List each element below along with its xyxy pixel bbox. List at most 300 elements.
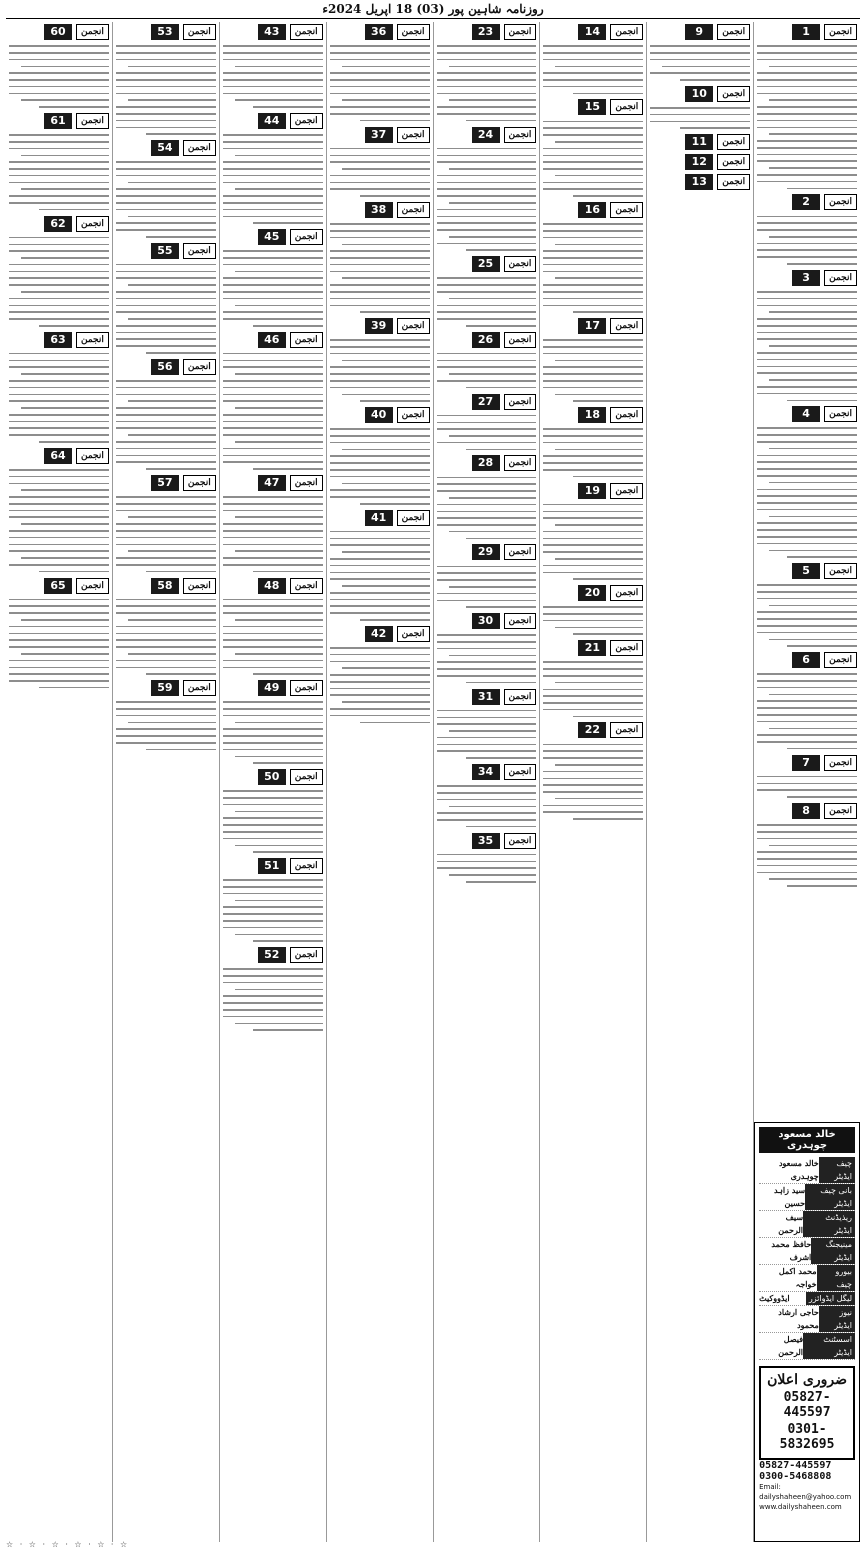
impressum-role: چیف ایڈیٹر — [819, 1157, 855, 1183]
text-line — [360, 120, 430, 122]
notice-item — [330, 24, 430, 121]
text-line — [650, 52, 750, 54]
text-line — [235, 811, 323, 813]
impressum-role: لیگل ایڈوائزر — [806, 1292, 855, 1305]
notice-number: 21 — [578, 640, 606, 656]
text-line — [437, 723, 537, 725]
text-line — [757, 352, 857, 354]
text-line — [555, 449, 643, 451]
notice-tag: انجمن — [824, 24, 857, 40]
text-line — [437, 717, 537, 719]
text-line — [223, 59, 323, 61]
text-line — [787, 748, 857, 750]
notice-body — [223, 790, 323, 853]
text-line — [116, 175, 216, 177]
text-line — [757, 59, 857, 61]
text-line — [9, 387, 109, 389]
text-line — [757, 427, 857, 429]
notice-number: 46 — [258, 332, 286, 348]
text-line — [116, 421, 216, 423]
text-line — [360, 722, 430, 724]
notice-item — [330, 626, 430, 723]
text-line — [769, 605, 857, 607]
text-line — [330, 188, 430, 190]
text-line — [116, 633, 216, 635]
notice-tag: انجمن — [824, 270, 857, 286]
text-line — [437, 483, 537, 485]
text-line — [223, 906, 323, 908]
footer-phone[interactable]: 0300-5468808 — [759, 1471, 832, 1482]
text-line — [223, 633, 323, 635]
text-line — [437, 792, 537, 794]
notice-item — [543, 483, 643, 580]
notice-tag: انجمن — [76, 332, 109, 348]
notice-tag: انجمن — [397, 626, 430, 642]
text-line — [223, 817, 323, 819]
notice-tag: انجمن — [290, 947, 323, 963]
text-line — [223, 886, 323, 888]
notice-body — [223, 968, 323, 1031]
page-masthead: روزنامہ شاہین پور (03) 18 اپریل 2024ء — [322, 2, 544, 16]
text-line — [330, 373, 430, 375]
notice-number: 56 — [151, 359, 179, 375]
text-line — [21, 653, 109, 655]
footer-phone[interactable]: 05827-445597 — [759, 1460, 832, 1471]
text-line — [116, 496, 216, 498]
text-line — [9, 93, 109, 95]
notice-item — [9, 216, 109, 327]
text-line — [449, 168, 537, 170]
text-line — [650, 114, 750, 116]
text-line — [223, 982, 323, 984]
notice-item — [116, 243, 216, 354]
notice-item — [757, 24, 857, 189]
text-line — [21, 155, 109, 157]
text-line — [437, 155, 537, 157]
notice-tag: انجمن — [504, 394, 537, 410]
text-line — [253, 1029, 323, 1031]
text-line — [466, 881, 536, 883]
notice-item — [757, 194, 857, 264]
text-line — [116, 332, 216, 334]
text-line — [543, 565, 643, 567]
text-line — [330, 230, 430, 232]
text-line — [235, 619, 323, 621]
text-line — [449, 298, 537, 300]
text-line — [573, 633, 643, 635]
notice-number: 6 — [792, 652, 820, 668]
notice-item — [543, 318, 643, 402]
notice-number: 26 — [472, 332, 500, 348]
text-line — [543, 668, 643, 670]
notice-body — [330, 647, 430, 723]
text-line — [543, 182, 643, 184]
text-line — [449, 373, 537, 375]
notice-item — [116, 359, 216, 470]
text-line — [21, 557, 109, 559]
notice-item — [757, 803, 857, 887]
notice-number: 61 — [44, 113, 72, 129]
website-link[interactable]: www.dailyshaheen.com — [759, 1503, 842, 1511]
notice-header — [9, 113, 109, 129]
notice-item — [330, 510, 430, 621]
notice-number: 27 — [472, 394, 500, 410]
text-line — [573, 400, 643, 402]
notice-item — [330, 127, 430, 197]
notice-item — [650, 154, 750, 170]
text-line — [543, 121, 643, 123]
text-line — [146, 673, 216, 675]
notice-tag: انجمن — [610, 202, 643, 218]
notice-tag: انجمن — [717, 154, 750, 170]
text-line — [9, 72, 109, 74]
text-line — [757, 127, 857, 129]
notice-item — [223, 578, 323, 675]
text-line — [9, 633, 109, 635]
text-line — [437, 579, 537, 581]
text-line — [757, 79, 857, 81]
text-line — [437, 511, 537, 513]
text-line — [543, 469, 643, 471]
text-line — [9, 86, 109, 88]
text-line — [223, 79, 323, 81]
text-line — [223, 749, 323, 751]
notice-item — [9, 578, 109, 689]
text-line — [223, 530, 323, 532]
notice-item — [330, 318, 430, 402]
notice-item — [757, 563, 857, 647]
text-line — [555, 141, 643, 143]
text-line — [9, 626, 109, 628]
notice-tag: انجمن — [504, 764, 537, 780]
text-line — [330, 250, 430, 252]
notice-item — [223, 769, 323, 853]
notice-item — [437, 256, 537, 326]
text-line — [223, 838, 323, 840]
text-line — [128, 619, 216, 621]
text-line — [223, 735, 323, 737]
text-line — [116, 708, 216, 710]
text-line — [757, 721, 857, 723]
notice-body — [543, 606, 643, 635]
notice-tag: انجمن — [610, 99, 643, 115]
text-line — [757, 455, 857, 457]
text-line — [437, 634, 537, 636]
text-line — [437, 572, 537, 574]
text-line — [116, 277, 216, 279]
notice-body — [437, 477, 537, 540]
text-line — [757, 831, 857, 833]
text-line — [757, 851, 857, 853]
text-line — [116, 345, 216, 347]
text-line — [437, 861, 537, 863]
text-line — [223, 195, 323, 197]
notice-header — [543, 483, 643, 499]
text-line — [9, 483, 109, 485]
text-line — [330, 681, 430, 683]
notice-tag: انجمن — [397, 407, 430, 423]
text-line — [128, 284, 216, 286]
text-line — [116, 161, 216, 163]
text-line — [466, 325, 536, 327]
text-line — [757, 386, 857, 388]
text-line — [543, 791, 643, 793]
notice-tag: انجمن — [290, 858, 323, 874]
text-line — [466, 120, 536, 122]
impressum-row — [759, 1184, 855, 1211]
text-line — [437, 737, 537, 739]
text-line — [116, 626, 216, 628]
text-line — [223, 86, 323, 88]
text-line — [116, 523, 216, 525]
text-line — [757, 305, 857, 307]
notice-tag: انجمن — [610, 640, 643, 656]
text-line — [437, 311, 537, 313]
text-line — [39, 325, 109, 327]
text-line — [223, 797, 323, 799]
text-line — [437, 291, 537, 293]
text-line — [9, 161, 109, 163]
text-line — [116, 325, 216, 327]
notice-header — [223, 769, 323, 785]
text-line — [223, 995, 323, 997]
notice-tag: انجمن — [290, 113, 323, 129]
text-line — [437, 415, 537, 417]
text-line — [757, 618, 857, 620]
notice-header — [437, 24, 537, 40]
text-line — [787, 263, 857, 265]
notice-tag: انجمن — [610, 318, 643, 334]
notice-item — [543, 640, 643, 717]
text-line — [543, 750, 643, 752]
text-line — [116, 338, 216, 340]
notice-header — [116, 680, 216, 696]
text-line — [21, 373, 109, 375]
notice-body — [116, 701, 216, 750]
notice-tag: انجمن — [504, 24, 537, 40]
text-line — [573, 818, 643, 820]
notice-body — [9, 45, 109, 108]
notice-tag: انجمن — [504, 127, 537, 143]
notice-tag: انجمن — [504, 455, 537, 471]
text-line — [330, 428, 430, 430]
notice-tag: انجمن — [824, 803, 857, 819]
text-line — [9, 667, 109, 669]
impressum-role: نیوز ایڈیٹر — [819, 1306, 855, 1332]
text-line — [449, 655, 537, 657]
notice-phone[interactable]: 0301-5832695 — [779, 1422, 835, 1452]
text-line — [543, 188, 643, 190]
text-line — [116, 557, 216, 559]
notice-number: 9 — [685, 24, 713, 40]
text-line — [342, 701, 430, 703]
text-line — [330, 612, 430, 614]
notice-header — [757, 755, 857, 771]
column-6 — [219, 22, 326, 1542]
text-line — [9, 516, 109, 518]
notice-number: 13 — [685, 174, 713, 190]
text-line — [330, 442, 430, 444]
text-line — [9, 434, 109, 436]
text-line — [223, 804, 323, 806]
text-line — [128, 653, 216, 655]
masthead-rule — [6, 18, 860, 19]
text-line — [146, 571, 216, 573]
text-line — [146, 749, 216, 751]
text-line — [543, 702, 643, 704]
notice-header — [757, 194, 857, 210]
text-line — [116, 387, 216, 389]
notice-header — [223, 332, 323, 348]
text-line — [360, 195, 430, 197]
text-line — [128, 216, 216, 218]
text-line — [650, 59, 750, 61]
notice-item — [116, 140, 216, 237]
notice-tag: انجمن — [717, 174, 750, 190]
text-line — [342, 168, 430, 170]
text-line — [543, 435, 643, 437]
notice-body — [437, 634, 537, 683]
text-line — [650, 45, 750, 47]
text-line — [330, 688, 430, 690]
text-line — [437, 785, 537, 787]
notice-body — [543, 121, 643, 197]
notice-header — [543, 640, 643, 656]
notice-number: 30 — [472, 613, 500, 629]
text-line — [757, 591, 857, 593]
column-8 — [6, 22, 112, 1542]
text-line — [116, 127, 216, 129]
text-line — [223, 216, 323, 218]
text-line — [543, 675, 643, 677]
text-line — [757, 372, 857, 374]
text-line — [437, 675, 537, 677]
text-line — [757, 461, 857, 463]
text-line — [9, 168, 109, 170]
text-line — [757, 489, 857, 491]
notice-body — [437, 566, 537, 608]
notice-body — [223, 879, 323, 942]
notice-tag: انجمن — [824, 755, 857, 771]
text-line — [543, 168, 643, 170]
text-line — [769, 236, 857, 238]
text-line — [769, 482, 857, 484]
text-line — [116, 59, 216, 61]
text-line — [235, 756, 323, 758]
text-line — [223, 503, 323, 505]
text-line — [449, 202, 537, 204]
notice-number: 51 — [258, 858, 286, 874]
impressum-row — [759, 1292, 855, 1306]
notice-body — [757, 216, 857, 265]
text-line — [330, 366, 430, 368]
notice-number: 14 — [578, 24, 606, 40]
text-line — [9, 284, 109, 286]
text-line — [235, 934, 323, 936]
notice-item — [757, 406, 857, 558]
text-line — [9, 496, 109, 498]
notice-header — [223, 578, 323, 594]
text-line — [223, 968, 323, 970]
text-line — [116, 407, 216, 409]
notice-phone[interactable]: 05827-445597 — [783, 1390, 831, 1420]
text-line — [769, 878, 857, 880]
text-line — [437, 106, 537, 108]
important-notice — [759, 1366, 855, 1460]
text-line — [555, 524, 643, 526]
text-line — [757, 632, 857, 634]
notice-number: 50 — [258, 769, 286, 785]
text-line — [223, 612, 323, 614]
text-line — [235, 550, 323, 552]
text-line — [543, 298, 643, 300]
text-line — [223, 311, 323, 313]
text-line — [543, 250, 643, 252]
impressum-row — [759, 1306, 855, 1333]
text-line — [437, 318, 537, 320]
text-line — [437, 661, 537, 663]
text-line — [330, 148, 430, 150]
notice-header — [223, 947, 323, 963]
text-line — [223, 544, 323, 546]
text-line — [128, 99, 216, 101]
text-line — [757, 543, 857, 545]
text-line — [449, 806, 537, 808]
notice-item — [9, 113, 109, 210]
text-line — [787, 556, 857, 558]
notice-body — [116, 264, 216, 354]
text-line — [757, 160, 857, 162]
text-line — [235, 900, 323, 902]
text-line — [223, 660, 323, 662]
notice-item — [543, 99, 643, 196]
notice-header — [757, 406, 857, 422]
notice-tag: انجمن — [824, 563, 857, 579]
notice-tag: انجمن — [504, 613, 537, 629]
text-line — [543, 79, 643, 81]
notice-item — [437, 689, 537, 759]
text-line — [116, 209, 216, 211]
text-line — [466, 387, 536, 389]
email-link[interactable]: Email: dailyshaheen@yahoo.com — [759, 1483, 852, 1501]
text-line — [9, 564, 109, 566]
text-line — [223, 537, 323, 539]
text-line — [757, 536, 857, 538]
text-line — [437, 366, 537, 368]
text-line — [437, 819, 537, 821]
notice-body — [437, 148, 537, 251]
text-line — [330, 237, 430, 239]
text-line — [253, 325, 323, 327]
text-line — [330, 113, 430, 115]
text-line — [769, 694, 857, 696]
text-line — [769, 167, 857, 169]
notice-number: 42 — [365, 626, 393, 642]
notice-body — [116, 599, 216, 675]
text-line — [543, 744, 643, 746]
text-line — [437, 593, 537, 595]
text-line — [543, 127, 643, 129]
notice-body — [437, 45, 537, 121]
text-line — [757, 741, 857, 743]
notice-header — [9, 216, 109, 232]
text-line — [555, 798, 643, 800]
notice-item — [757, 270, 857, 401]
text-line — [543, 148, 643, 150]
text-line — [223, 45, 323, 47]
text-line — [757, 687, 857, 689]
text-line — [757, 509, 857, 511]
